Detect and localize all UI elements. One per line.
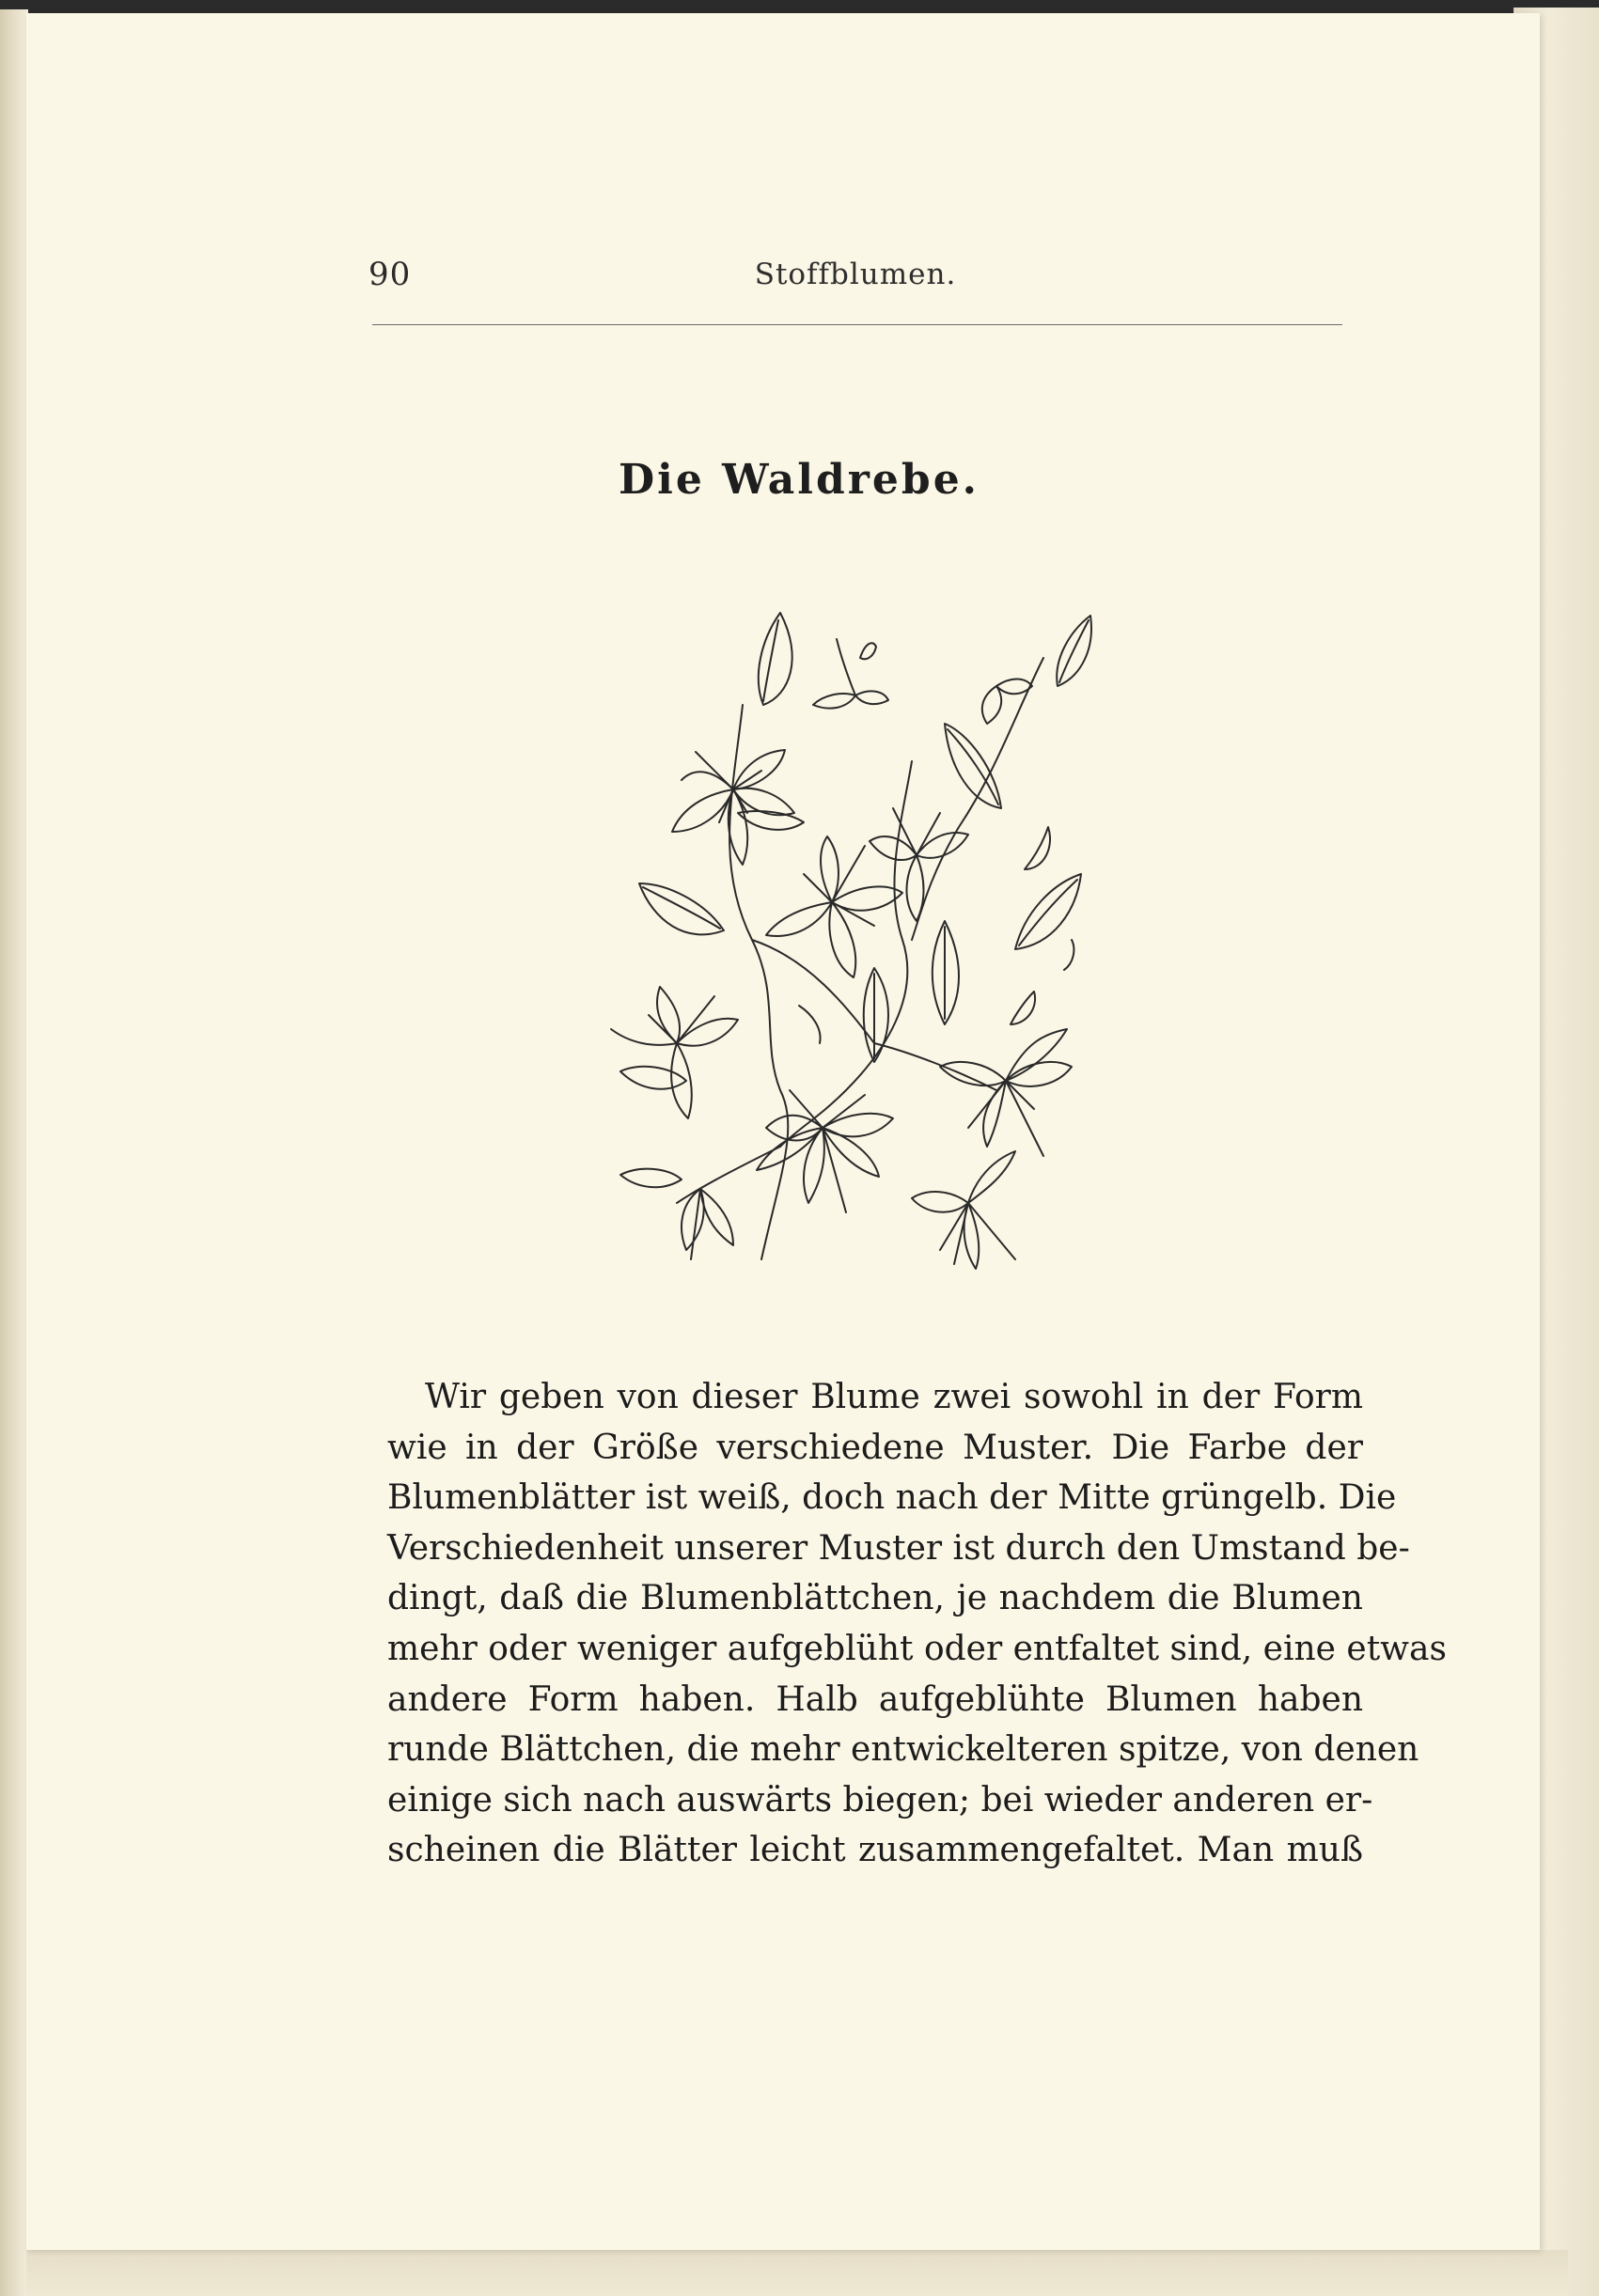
running-head: Stoffblumen.	[754, 258, 957, 291]
clematis-illustration	[602, 601, 1109, 1278]
text-line: mehr oder weniger aufgeblüht oder entfaltet sind, eine etwas	[387, 1629, 1447, 1668]
header-rule	[372, 324, 1342, 325]
text-line: scheinen die Blätter leicht zusammengefaltet. Man muß	[387, 1831, 1363, 1870]
book-left-edge	[0, 9, 28, 2296]
body-paragraph	[387, 1372, 1447, 1876]
chapter-title: Die Waldrebe.	[618, 456, 980, 504]
text-line: Blumenblätter ist weiß, doch nach der Mitte grüngelb. Die	[387, 1478, 1397, 1518]
text-line: wie in der Größe verschiedene Muster. Die Farbe der	[387, 1428, 1363, 1467]
text-line: runde Blättchen, die mehr entwickelteren spitze, von denen	[387, 1730, 1419, 1770]
text-line: Verschiedenheit unserer Muster ist durch den Umstand be-	[387, 1528, 1410, 1568]
text-line: dingt, daß die Blumenblättchen, je nachdem die Blumen	[387, 1579, 1363, 1618]
text-line: andere Form haben. Halb aufgeblühte Blumen haben	[387, 1679, 1363, 1719]
book-bottom-edge	[26, 2250, 1568, 2296]
text-line: Wir geben von dieser Blume zwei sowohl in der Form	[425, 1378, 1363, 1416]
page-number: 90	[368, 256, 412, 293]
text-line: einige sich nach auswärts biegen; bei wieder anderen er-	[387, 1780, 1373, 1820]
